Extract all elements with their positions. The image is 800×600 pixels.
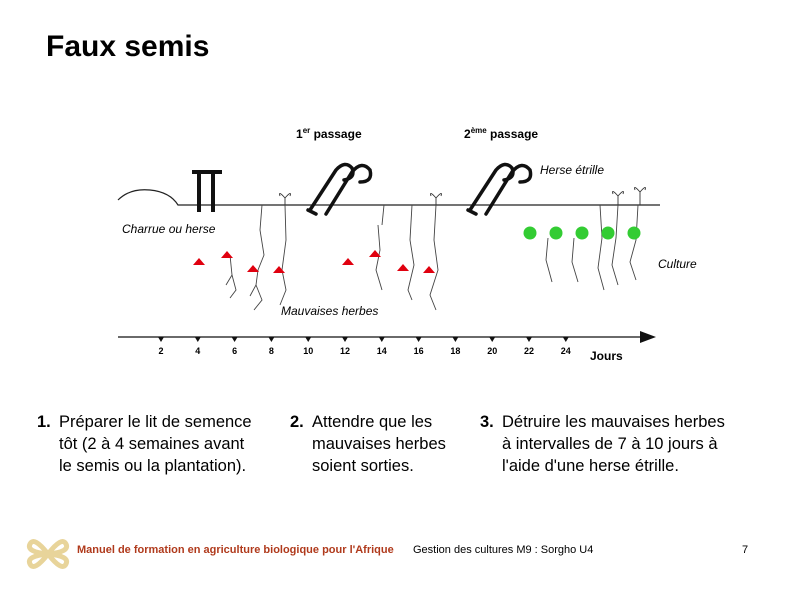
footer-module: Gestion des cultures M9 : Sorgho U4 (413, 544, 594, 556)
crop-seed (602, 227, 615, 240)
manual-logo-icon (24, 530, 72, 578)
harrow-icon-pass1 (308, 164, 371, 214)
weed-seeds (193, 250, 435, 273)
step-3-number: 3. (480, 413, 494, 431)
axis-tick-label: 10 (303, 346, 314, 356)
footer-manual-title: Manuel de formation en agriculture biologique pour l'Afrique (77, 544, 394, 556)
weed-seed (193, 258, 205, 265)
crop-seeds (524, 227, 641, 240)
axis-tick-label: 16 (413, 346, 424, 356)
axis-tick-label: 14 (376, 346, 387, 356)
axis-tick (342, 337, 348, 342)
pass2-label: 2ème passage (464, 126, 539, 141)
axis-tick (379, 337, 385, 342)
slide-title: Faux semis (46, 30, 210, 63)
step-1 (37, 411, 252, 477)
axis-tick-label: 20 (487, 346, 498, 356)
axis-tick (232, 337, 238, 342)
page-number: 7 (742, 544, 749, 556)
culture-label: Culture (658, 257, 697, 271)
step-3-line-1: Détruire les mauvaises herbes (502, 413, 725, 431)
axis-tick (268, 337, 274, 342)
axis-tick (158, 337, 164, 342)
axis-tick (195, 337, 201, 342)
weed-seed (397, 264, 409, 271)
weed-seed (342, 258, 354, 265)
axis-tick (452, 337, 458, 342)
axis-label: Jours (590, 349, 623, 363)
step-2-line-2: mauvaises herbes (312, 435, 446, 453)
step-2-line-3: soient sorties. (312, 457, 414, 475)
weed-seed (221, 251, 233, 258)
step-3-line-3: l'aide d'une herse étrille. (502, 457, 679, 475)
axis-tick-label: 12 (339, 346, 351, 356)
step-1-number: 1. (37, 413, 51, 431)
step-1-line-1: Préparer le lit de semence (59, 413, 252, 431)
step-3-line-2: à intervalles de 7 à 10 jours à (502, 435, 718, 453)
pass1-label: 1er passage (296, 126, 362, 141)
weed-seed (273, 266, 285, 273)
axis-tick (489, 337, 495, 342)
weeds-label: Mauvaises herbes (281, 304, 379, 318)
time-axis-arrow (640, 331, 656, 343)
harrow-icon-pass2 (468, 164, 531, 214)
axis-tick-label: 2 (158, 346, 164, 356)
step-1-line-2: tôt (2 à 4 semaines avant (59, 435, 245, 453)
weed-roots (226, 205, 638, 310)
crop-seed (550, 227, 563, 240)
axis-tick-label: 6 (232, 346, 238, 356)
plough-icon (192, 172, 222, 212)
step-1-line-3: le semis ou la plantation). (59, 457, 247, 475)
crop-seed (576, 227, 589, 240)
crop-seed (628, 227, 641, 240)
herse-label: Herse étrille (540, 163, 605, 177)
axis-tick-label: 18 (450, 346, 461, 356)
weed-seed (423, 266, 435, 273)
step-2 (290, 411, 446, 477)
crop-seed (524, 227, 537, 240)
axis-tick (526, 337, 532, 342)
axis-tick-label: 22 (523, 346, 535, 356)
axis-tick (416, 337, 422, 342)
axis-tick (305, 337, 311, 342)
axis-tick-label: 8 (268, 346, 274, 356)
step-2-number: 2. (290, 413, 304, 431)
axis-tick-label: 4 (195, 346, 201, 356)
charrue-label: Charrue ou herse (122, 222, 216, 236)
step-2-line-1: Attendre que les (312, 413, 433, 431)
step-3 (480, 411, 725, 477)
axis-tick-label: 24 (560, 346, 571, 356)
weed-seed (247, 265, 259, 272)
axis-ticks (158, 337, 571, 356)
axis-tick (563, 337, 569, 342)
